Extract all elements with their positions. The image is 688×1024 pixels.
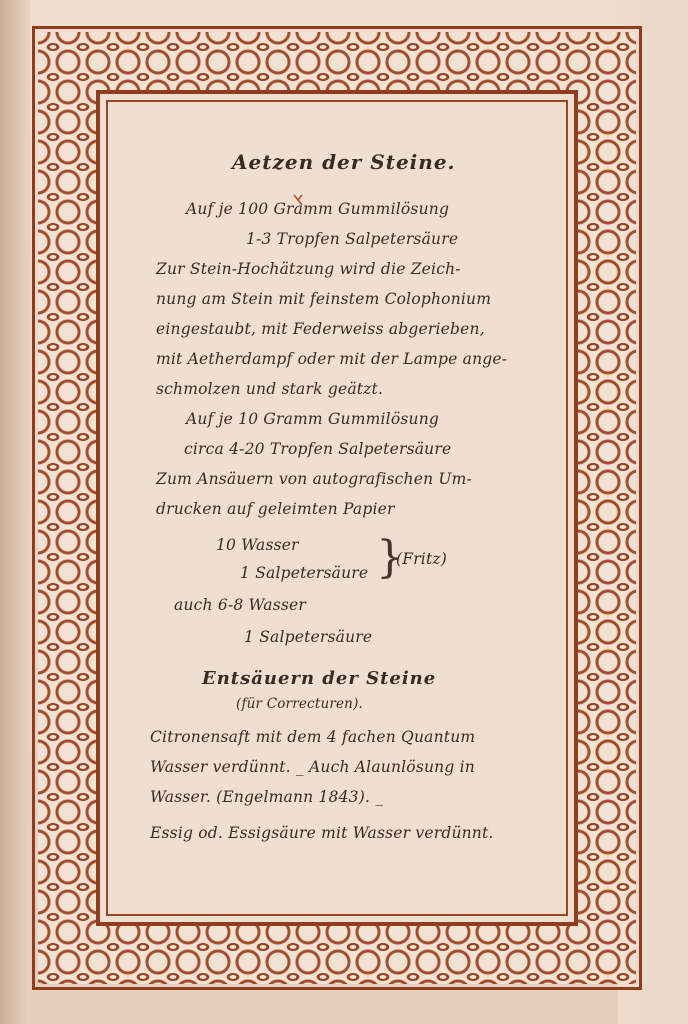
- line-3: Zur Stein-Hochätzung wird die Zeich-: [156, 260, 461, 278]
- s2-line-2: Wasser verdünnt. _ Auch Alaunlösung in: [150, 758, 475, 776]
- section2-subtitle: (für Correcturen).: [236, 696, 364, 712]
- line-16: 1 Salpetersäure: [244, 628, 373, 646]
- line-15: auch 6-8 Wasser: [174, 596, 307, 614]
- line-4: nung am Stein mit feinstem Colophonium: [156, 290, 492, 308]
- binding-shadow: [0, 0, 30, 1024]
- line-13: 1 Salpetersäure: [240, 564, 369, 582]
- line-8: Auf je 10 Gramm Gummilösung: [186, 410, 439, 428]
- brace: }: [376, 532, 404, 583]
- red-correction-mark: [292, 194, 304, 206]
- line-1: Auf je 100 Gramm Gummilösung: [186, 200, 450, 218]
- handwritten-text: [124, 140, 554, 900]
- heading: Aetzen der Steine.: [232, 150, 456, 174]
- line-9: circa 4-20 Tropfen Salpetersäure: [184, 440, 452, 458]
- section2-heading: Entsäuern der Steine: [202, 668, 437, 689]
- s2-line-3: Wasser. (Engelmann 1843). _: [150, 788, 384, 806]
- line-5: eingestaubt, mit Federweiss abgerieben,: [156, 320, 485, 338]
- line-10: Zum Ansäuern von autografischen Um-: [156, 470, 472, 488]
- line-11: drucken auf geleimten Papier: [156, 500, 395, 518]
- line-2: 1-3 Tropfen Salpetersäure: [246, 230, 459, 248]
- line-12: 10 Wasser: [216, 536, 299, 554]
- line-6: mit Aetherdampf oder mit der Lampe ange-: [156, 350, 508, 368]
- s2-line-1: Citronensaft mit dem 4 fachen Quantum: [150, 728, 476, 746]
- s2-line-4: Essig od. Essigsäure mit Wasser verdünnt.: [150, 824, 494, 842]
- line-14: (Fritz): [396, 550, 448, 568]
- line-7: schmolzen und stark geätzt.: [156, 380, 384, 398]
